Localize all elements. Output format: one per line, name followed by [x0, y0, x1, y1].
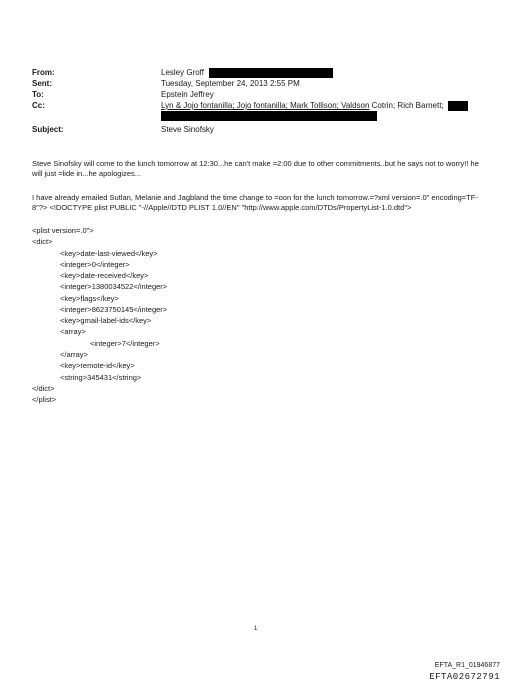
code-line: <string>345431</string> [60, 373, 142, 382]
code-line: </dict> [32, 384, 55, 393]
redaction-block [161, 111, 377, 121]
code-line: </array> [60, 350, 88, 359]
subject-value: Steve Sinofsky [161, 125, 214, 134]
cc-recipients: Cotrin; Rich Barnett; [369, 101, 444, 110]
document-bates-number: EFTA02672791 [429, 672, 500, 682]
from-label: From: [32, 68, 55, 77]
code-line: <key>flags</key> [60, 294, 119, 303]
code-line: <integer>8623750145</integer> [60, 305, 168, 314]
cc-value [161, 101, 468, 111]
body-paragraph: I have already emailed Sutlan, Melanie and Jagbland the time change to =oon for the lunch tomorrow.=?xml version=.0" encoding=TF-8"?> <!DOCTYPE plist PUBLIC "-//Apple//DTD PLIST 1.0//EN" "http://www.apple.com/DTDs/PropertyList-1.0.dtd"> [32, 193, 478, 212]
sent-label: Sent: [32, 79, 52, 88]
to-label: To: [32, 90, 44, 99]
redaction-block [448, 101, 468, 111]
code-line: <key>date-last-viewed</key> [60, 249, 158, 258]
document-reference-id: EFTA_R1_01946877 [434, 662, 500, 669]
from-value [161, 68, 333, 78]
cc-recipients-underlined: Lyn & Jojo fontanilla; Jojo fontanilla; Mark Tollison; Valdson [161, 101, 370, 110]
code-line: </plist> [32, 395, 57, 404]
code-line: <key>date-received</key> [60, 271, 149, 280]
code-line: <plist version=.0"> [32, 226, 94, 235]
body-paragraph: Steve Sinofsky will come to the lunch tomorrow at 12:30...he can't make =2:00 due to other commitments..but he says not to worry!! he will just =lide in...he apologizes... [32, 159, 479, 178]
code-line: <key>remote-id</key> [60, 361, 135, 370]
from-name: Lesley Groff [161, 68, 204, 77]
to-value: Epstein Jeffrey [161, 90, 214, 99]
code-line: <array> [60, 327, 86, 336]
sent-value: Tuesday, September 24, 2013 2:55 PM [161, 79, 300, 88]
code-line: <integer>7</integer> [90, 339, 160, 348]
code-line: <integer>1380034522</integer> [60, 282, 168, 291]
cc-label: Cc: [32, 101, 45, 110]
code-line: <dict> [32, 237, 53, 246]
code-line: <integer>0</integer> [60, 260, 130, 269]
page-number: 1 [254, 626, 258, 632]
subject-label: Subject: [32, 125, 64, 134]
code-line: <key>gmail-label-ids</key> [60, 316, 152, 325]
redaction-block [209, 68, 333, 78]
